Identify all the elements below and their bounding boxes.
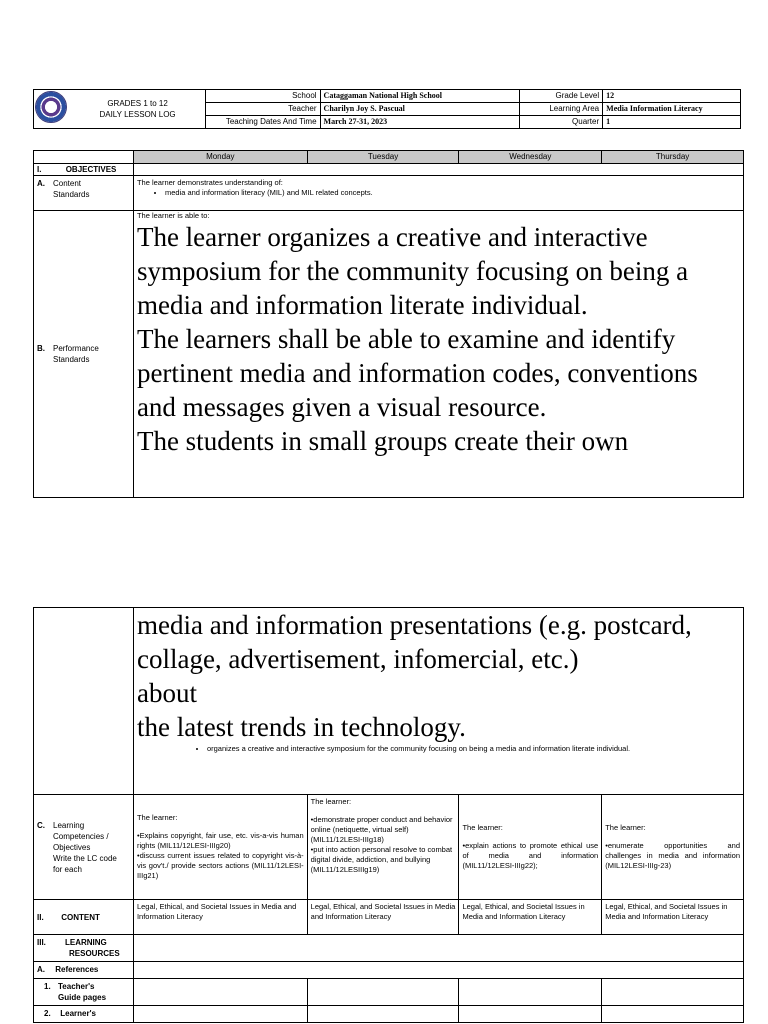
quarter-label: Quarter [520,116,603,129]
performance-continued-text [133,608,743,795]
content-standards-label-1: Content [53,179,82,188]
competencies-thursday-head: The learner: [605,823,646,832]
content-standards-label [34,176,134,211]
form-title-line1: GRADES 1 to 12 [107,99,168,108]
teachers-guide-monday [133,979,307,1006]
performance-text-2: The learners shall be able to examine and identify pertinent media and information codes, conventions and messages given a visual resource. [136,324,698,422]
competencies-tuesday-2: •put into action personal resolve to combat digital divide, addiction, and bullying (MIL11/12LESIIIg19) [310,845,453,874]
performance-standards-label-1: Performance [53,344,99,353]
day-monday: Monday [133,151,307,164]
performance-standards-num: B. [37,344,45,353]
teachers-guide-wednesday [459,979,602,1006]
content-title: CONTENT [61,912,100,922]
form-title [70,90,205,129]
area-label: Learning Area [520,103,603,116]
performance-text-6: the latest trends in technology. [136,712,466,742]
competencies-monday [133,795,307,900]
competencies-label-1: Learning [53,820,85,830]
content-wednesday: Legal, Ethical, and Societal Issues in Media and Information Literacy [459,900,602,935]
performance-text-4: media and information presentations (e.g. postcard, collage, advertisement, infomercial, etc.) [136,610,692,674]
seal-cell [34,90,71,129]
references-fill [133,962,743,979]
competencies-tuesday-1: •demonstrate proper conduct and behavior online (netiquette, virtual self) (MIL11/12LESI-IIIg18) [310,815,453,844]
competencies-label-3: Objectives [53,842,91,852]
performance-text-5: about [136,678,197,708]
competencies-thursday [602,795,744,900]
learners-material-num: 2. [44,1009,51,1018]
learning-resources-fill [133,935,743,962]
school-label: School [205,90,320,103]
performance-standards-label [34,211,134,498]
content-tuesday: Legal, Ethical, and Societal Issues in Media and Information Literacy [307,900,459,935]
learners-material-thursday [602,1006,744,1023]
competencies-wednesday [459,795,602,900]
competencies-label-4: Write the LC code [53,853,117,863]
performance-text-3: The students in small groups create their own [136,426,629,456]
form-title-line2: DAILY LESSON LOG [99,110,176,119]
teacher-value: Charilyn Joy S. Pascual [320,103,520,116]
area-value: Media Information Literacy [603,103,741,116]
learners-material-title: Learner's [60,1009,96,1018]
performance-continued-label [34,608,134,795]
objectives-heading-fill [133,164,743,176]
competencies-thursday-1: •enumerate opportunities and challenges in media and information (MIL12LESI-IIIg-23) [605,841,740,870]
objectives-title: OBJECTIVES [65,165,117,174]
content-standards-bullet: • media and information literacy (MIL) and MIL related concepts. [165,188,740,197]
teachers-guide-thursday [602,979,744,1006]
header-table [33,89,741,129]
learners-material-monday [133,1006,307,1023]
day-thursday: Thursday [602,151,744,164]
school-value: Cataggaman National High School [320,90,520,103]
performance-standards-label-2: Standards [53,355,90,364]
teacher-label: Teacher [205,103,320,116]
content-standards-intro: The learner demonstrates understanding of: [136,178,283,187]
corner-cell [34,151,134,164]
objectives-table-continued [33,607,744,1023]
performance-standards-text [133,211,743,498]
competencies-num: C. [37,820,45,830]
content-standards-text [133,176,743,211]
references-num: A. [37,965,45,974]
day-wednesday: Wednesday [459,151,602,164]
references-title: References [55,965,99,974]
learning-resources-num: III. [37,938,46,947]
objectives-num: I. [37,165,42,174]
learning-resources-label [34,935,134,962]
content-thursday: Legal, Ethical, and Societal Issues in Media and Information Literacy [602,900,744,935]
competencies-label [34,795,134,900]
competencies-monday-2: •discuss current issues related to copyright vis-à-vis gov't./ provide sectors actions (MIL11/12LESI-IIIg21) [136,851,304,880]
dates-label: Teaching Dates And Time [205,116,320,129]
performance-text-1: The learner organizes a creative and interactive symposium for the community focusing on being a media and information literate individual. [136,222,689,320]
dates-value: March 27-31, 2023 [320,116,520,129]
teachers-guide-label-1: Teacher's [58,982,95,991]
competencies-tuesday-head: The learner: [310,797,352,806]
content-standards-label-2: Standards [53,190,90,199]
learning-resources-label-1: LEARNING [65,938,107,947]
day-tuesday: Tuesday [307,151,459,164]
teachers-guide-tuesday [307,979,459,1006]
performance-intro: The learner is able to: [136,211,210,220]
grade-label: Grade Level [520,90,603,103]
competencies-label-5: for each [53,864,82,874]
references-label [34,962,134,979]
teachers-guide-label-2: Guide pages [58,993,107,1002]
competencies-label-2: Competencies / [53,831,109,841]
competencies-tuesday [307,795,459,900]
teachers-guide-label [34,979,134,1006]
competencies-monday-1: •Explains copyright, fair use, etc. vis-a-vis human rights (MIL11/12LESI-IIIg20) [136,831,304,850]
competencies-monday-head: The learner: [136,813,178,822]
competencies-wednesday-head: The learner: [462,823,503,832]
learners-material-wednesday [459,1006,602,1023]
content-num: II. [37,912,44,922]
teachers-guide-num: 1. [44,982,51,991]
objectives-heading [34,164,134,176]
competencies-wednesday-1: •explain actions to promote ethical use of media and information (MIL11/12LESI-IIIg22); [462,841,599,870]
learning-resources-label-2: RESOURCES [69,949,120,958]
learners-material-label [34,1006,134,1023]
learners-material-tuesday [307,1006,459,1023]
content-label [34,900,134,935]
grade-value: 12 [603,90,741,103]
content-standards-num: A. [37,179,45,188]
quarter-value: 1 [603,116,741,129]
content-monday: Legal, Ethical, and Societal Issues in Media and Information Literacy [133,900,307,935]
objectives-table [33,150,744,498]
performance-bullet: • organizes a creative and interactive symposium for the community focusing on being a media and information literate individual. [207,744,740,753]
